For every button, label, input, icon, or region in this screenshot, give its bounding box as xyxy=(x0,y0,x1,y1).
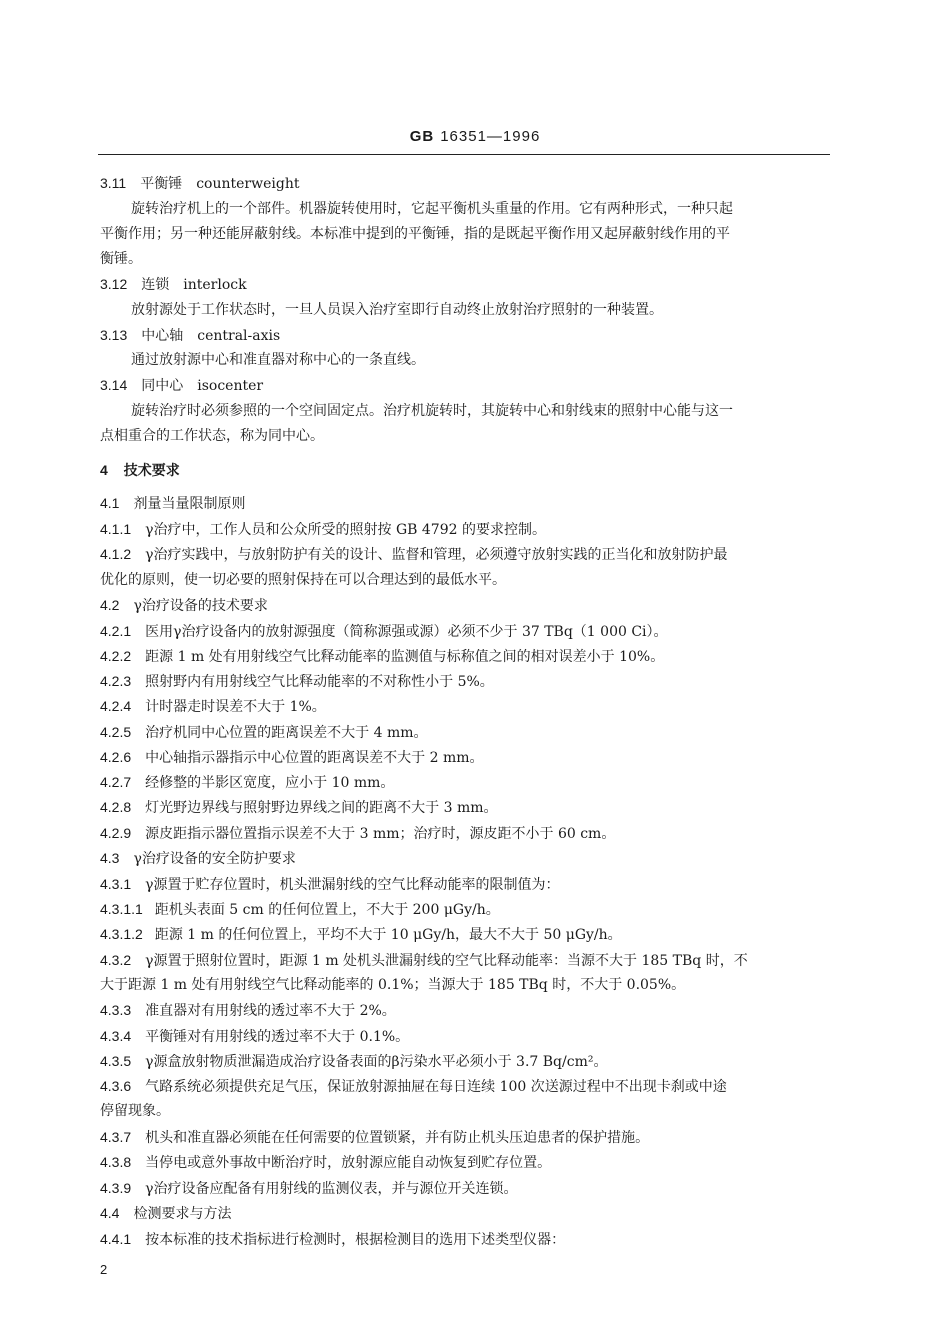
clause-body-text: 优化的原则，使一切必要的照射保持在可以合理达到的最低水平。 xyxy=(100,572,506,588)
text-line xyxy=(100,771,394,793)
clause-body-text: 点相重合的工作状态，称为同中心。 xyxy=(100,428,324,444)
clause-number: 4.4.1 xyxy=(100,1231,132,1247)
standard-prefix: GB xyxy=(409,128,435,145)
clause-heading-text: γ治疗实践中，与放射防护有关的设计、监督和管理，必须遵守放射实践的正当化和放射防护最 xyxy=(145,547,728,563)
clause-heading-text: 中心轴指示器指示中心位置的距离误差不大于 2 mm。 xyxy=(145,750,484,766)
clause-number: 3.13 xyxy=(100,327,128,343)
clause-body-text: 大于距源 1 m 处有用射线空气比释动能率的 0.1%；当源大于 185 TBq 时，不大于 0.05%。 xyxy=(100,977,686,993)
text-line xyxy=(100,796,498,818)
clause-heading-text: 准直器对有用射线的透过率不大于 2%。 xyxy=(145,1003,396,1019)
clause-number: 4 xyxy=(100,462,108,478)
clause-heading-text: 平衡锤对有用射线的透过率不大于 0.1%。 xyxy=(145,1029,410,1045)
clause-number: 3.12 xyxy=(100,276,128,292)
clause-number: 4.2.5 xyxy=(100,724,132,740)
clause-heading-text: 平衡锤 counterweight xyxy=(140,176,300,192)
text-line xyxy=(100,645,664,667)
clause-number: 4.2.8 xyxy=(100,799,132,815)
clause-heading-text: 检测要求与方法 xyxy=(133,1206,232,1222)
clause-number: 4.2.7 xyxy=(100,774,132,790)
clause-heading-text: 距机头表面 5 cm 的任何位置上，不大于 200 μGy/h。 xyxy=(154,902,500,918)
clause-body-text: 平衡作用；另一种还能屏蔽射线。本标准中提到的平衡锤，指的是既起平衡作用又起屏蔽射线作用的平 xyxy=(100,226,730,242)
clause-number: 4.3.7 xyxy=(100,1129,132,1145)
clause-heading-text: γ治疗设备应配备有用射线的监测仪表，并与源位开关连锁。 xyxy=(145,1181,518,1197)
text-line xyxy=(100,670,494,692)
clause-heading-text: 治疗机同中心位置的距离误差不大于 4 mm。 xyxy=(145,725,428,741)
clause-heading-text: γ治疗中，工作人员和公众所受的照射按 GB 4792 的要求控制。 xyxy=(145,522,546,538)
clause-heading-text: γ源置于照射位置时，距源 1 m 处机头泄漏射线的空气比释动能率：当源不大于 185 TBq 时，不 xyxy=(145,953,748,969)
clause-body-text: 放射源处于工作状态时，一旦人员误入治疗室即行自动终止放射治疗照射的一种装置。 xyxy=(131,302,663,318)
clause-heading-text: γ源置于贮存位置时，机头泄漏射线的空气比释动能率的限制值为： xyxy=(145,877,560,893)
text-line xyxy=(100,1151,551,1173)
clause-number: 4.3.4 xyxy=(100,1028,132,1044)
text-line xyxy=(100,923,622,945)
clause-number: 4.1.2 xyxy=(100,546,132,562)
document-header xyxy=(0,128,950,145)
clause-heading-text: γ治疗设备的安全防护要求 xyxy=(133,851,296,867)
clause-number: 4.3.2 xyxy=(100,952,132,968)
clause-number: 4.3.3 xyxy=(100,1002,132,1018)
text-line xyxy=(100,1202,231,1224)
clause-heading-text: 医用γ治疗设备内的放射源强度（简称源强或源）必须不少于 37 TBq（1 000 Ci）。 xyxy=(145,624,668,640)
clause-number: 4.2.9 xyxy=(100,825,132,841)
clause-heading-text: 当停电或意外事故中断治疗时，放射源应能自动恢复到贮存位置。 xyxy=(145,1155,552,1171)
clause-number: 4.3.1.2 xyxy=(100,926,143,942)
clause-heading-text: γ治疗设备的技术要求 xyxy=(133,598,268,614)
text-line xyxy=(100,746,484,768)
text-line xyxy=(100,721,428,743)
clause-number: 4.3.6 xyxy=(100,1078,132,1094)
text-line xyxy=(100,459,180,481)
standard-code: 16351—1996 xyxy=(440,128,541,145)
text-line xyxy=(100,1050,607,1072)
text-line xyxy=(100,695,326,717)
clause-number: 3.14 xyxy=(100,377,128,393)
text-line xyxy=(100,324,280,346)
page-number: 2 xyxy=(100,1262,108,1277)
text-line xyxy=(100,518,546,540)
text-line xyxy=(100,1177,518,1199)
text-line xyxy=(100,374,263,396)
clause-number: 4.2.3 xyxy=(100,673,132,689)
clause-number: 4.2.4 xyxy=(100,698,132,714)
clause-body-text: 停留现象。 xyxy=(100,1103,170,1119)
clause-body-text: 旋转治疗时必须参照的一个空间固定点。治疗机旋转时，其旋转中心和射线束的照射中心能与这一 xyxy=(131,403,733,419)
clause-number: 4.3.5 xyxy=(100,1053,132,1069)
clause-heading-text: γ源盒放射物质泄漏造成治疗设备表面的β污染水平必须小于 3.7 Bq/cm²。 xyxy=(145,1054,608,1070)
clause-body-text: 旋转治疗机上的一个部件。机器旋转使用时，它起平衡机头重量的作用。它有两种形式，一种只起 xyxy=(131,201,733,217)
text-line xyxy=(131,400,733,422)
clause-number: 3.11 xyxy=(100,175,127,191)
clause-heading-text: 照射野内有用射线空气比释动能率的不对称性小于 5%。 xyxy=(145,674,494,690)
text-line xyxy=(100,425,324,447)
text-line xyxy=(100,847,296,869)
clause-heading-text: 气路系统必须提供充足气压，保证放射源抽屉在每日连续 100 次送源过程中不出现卡刹或中途 xyxy=(145,1079,727,1095)
clause-number: 4.3.1 xyxy=(100,876,132,892)
text-line xyxy=(100,569,506,591)
text-line xyxy=(100,620,668,642)
text-line xyxy=(100,1228,565,1250)
clause-number: 4.3.1.1 xyxy=(100,901,143,917)
text-line xyxy=(100,1075,727,1097)
clause-body-text: 衡锤。 xyxy=(100,251,142,267)
text-line xyxy=(100,594,268,616)
text-line xyxy=(100,1100,170,1122)
clause-body-text: 通过放射源中心和准直器对称中心的一条直线。 xyxy=(131,352,425,368)
text-line xyxy=(100,172,299,194)
clause-number: 4.2.1 xyxy=(100,623,132,639)
text-line xyxy=(100,543,728,565)
text-line xyxy=(131,198,733,220)
clause-heading-text: 灯光野边界线与照射野边界线之间的距离不大于 3 mm。 xyxy=(145,800,498,816)
clause-heading-text: 机头和准直器必须能在任何需要的位置锁紧，并有防止机头压迫患者的保护措施。 xyxy=(145,1130,650,1146)
text-line xyxy=(100,873,560,895)
clause-heading-text: 经修整的半影区宽度，应小于 10 mm。 xyxy=(145,775,395,791)
text-line xyxy=(131,349,425,371)
text-line xyxy=(100,273,247,295)
text-line xyxy=(100,1025,409,1047)
text-line xyxy=(100,822,615,844)
clause-heading-text: 连锁 interlock xyxy=(141,277,247,293)
text-line xyxy=(100,898,500,920)
clause-heading-text: 距源 1 m 的任何位置上，平均不大于 10 μGy/h，最大不大于 50 μGy/h。 xyxy=(154,927,622,943)
clause-number: 4.3.8 xyxy=(100,1154,132,1170)
text-line xyxy=(100,949,748,971)
clause-number: 4.2.2 xyxy=(100,648,132,664)
clause-heading-text: 距源 1 m 处有用射线空气比释动能率的监测值与标称值之间的相对误差小于 10%。 xyxy=(145,649,665,665)
clause-heading-text: 计时器走时误差不大于 1%。 xyxy=(145,699,326,715)
clause-heading-text: 技术要求 xyxy=(123,463,180,479)
clause-heading-text: 源皮距指示器位置指示误差不大于 3 mm；治疗时，源皮距不小于 60 cm。 xyxy=(145,826,616,842)
clause-number: 4.3 xyxy=(100,850,120,866)
clause-heading-text: 中心轴 central-axis xyxy=(141,328,281,344)
clause-heading-text: 按本标准的技术指标进行检测时，根据检测目的选用下述类型仪器： xyxy=(145,1232,566,1248)
text-line xyxy=(131,299,663,321)
clause-number: 4.1 xyxy=(100,495,120,511)
clause-number: 4.2 xyxy=(100,597,120,613)
clause-number: 4.3.9 xyxy=(100,1180,132,1196)
clause-heading-text: 同中心 isocenter xyxy=(141,378,264,394)
clause-number: 4.1.1 xyxy=(100,521,132,537)
text-line xyxy=(100,248,142,270)
text-line xyxy=(100,999,396,1021)
clause-heading-text: 剂量当量限制原则 xyxy=(133,496,246,512)
header-rule xyxy=(98,154,830,155)
text-line xyxy=(100,223,730,245)
clause-number: 4.4 xyxy=(100,1205,120,1221)
text-line xyxy=(100,1126,649,1148)
text-line xyxy=(100,492,245,514)
text-line xyxy=(100,974,685,996)
clause-number: 4.2.6 xyxy=(100,749,132,765)
